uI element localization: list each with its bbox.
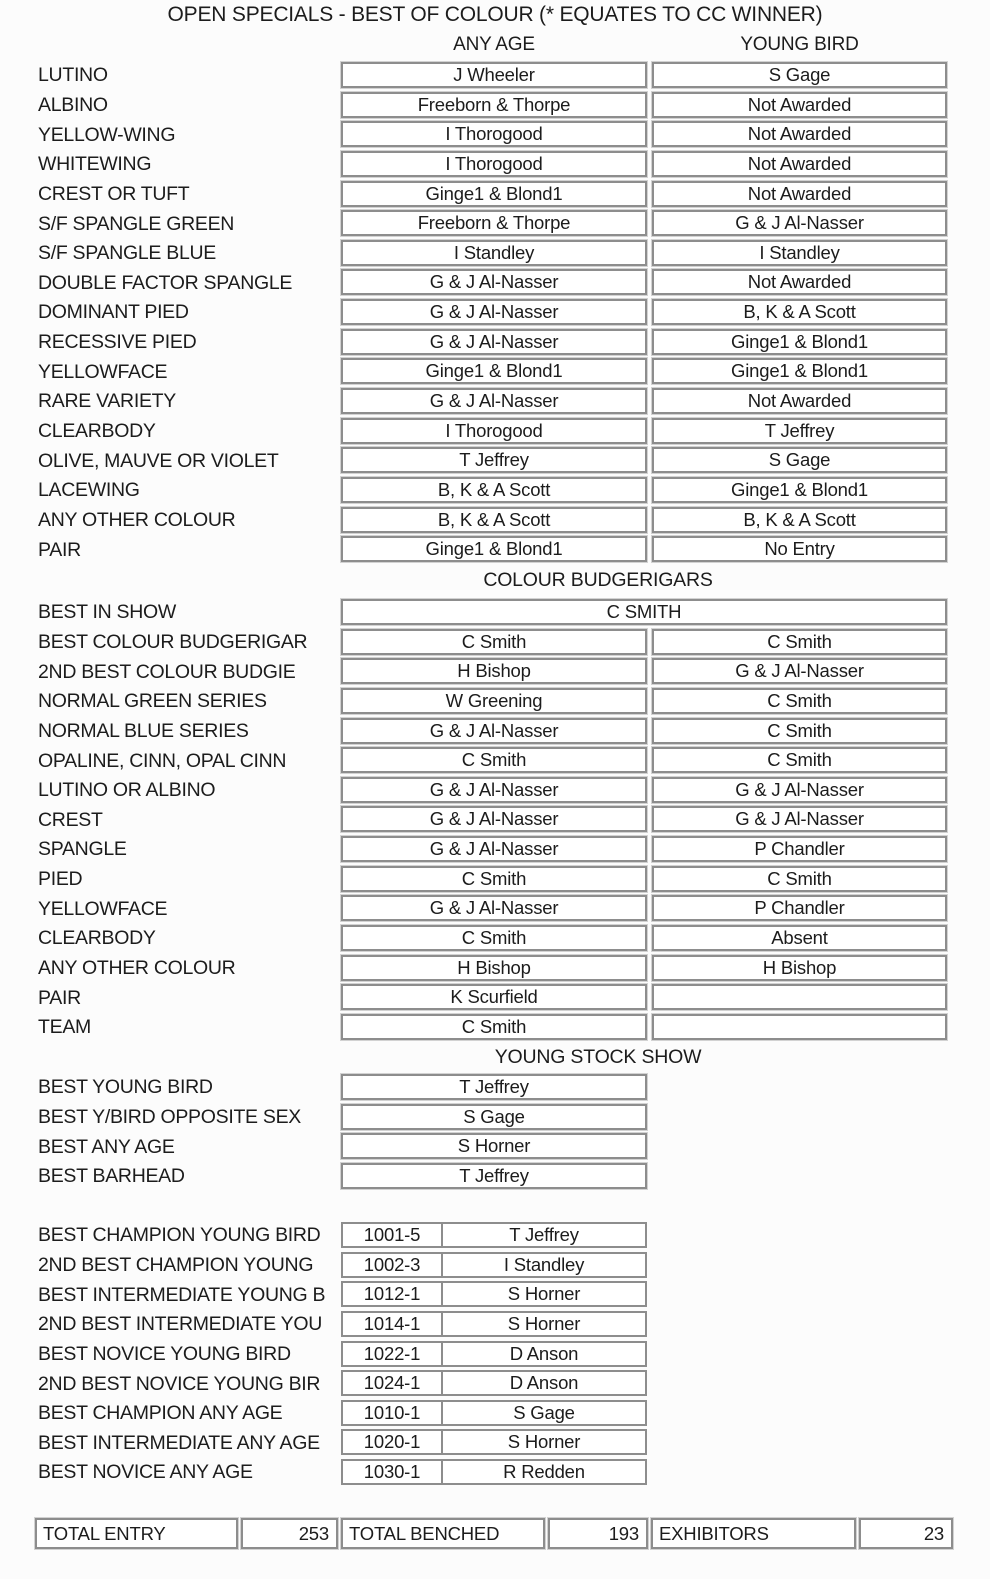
open-specials-row: [0, 120, 990, 150]
category-label: CLEARBODY: [38, 927, 156, 950]
category-label: 2ND BEST INTERMEDIATE YOU: [38, 1313, 322, 1336]
young-bird-winner-cell: I Standley: [652, 240, 947, 266]
young-bird-winner-cell: C Smith: [652, 629, 947, 655]
any-age-winner-cell: C Smith: [341, 629, 647, 655]
open-specials-row: [0, 535, 990, 565]
young-bird-winner-cell: G & J Al-Nasser: [652, 806, 947, 832]
totals-row: [35, 1518, 953, 1549]
winner-cell: S Gage: [341, 1104, 647, 1130]
open-specials-row: [0, 446, 990, 476]
any-age-winner-cell: C Smith: [341, 1014, 647, 1040]
category-label: LUTINO OR ALBINO: [38, 779, 216, 802]
open-specials-row: [0, 150, 990, 180]
colour-budgerigars-row: [0, 805, 990, 835]
category-label: BEST NOVICE ANY AGE: [38, 1461, 253, 1484]
any-age-winner-cell: I Thorogood: [341, 121, 647, 147]
colour-budgerigars-row: [0, 954, 990, 984]
any-age-winner-cell: I Standley: [341, 240, 647, 266]
category-label: PAIR: [38, 986, 81, 1009]
any-age-winner-cell: G & J Al-Nasser: [341, 269, 647, 295]
cage-number-cell: 1010-1: [341, 1400, 443, 1426]
category-label: LUTINO: [38, 64, 108, 87]
winner-cell: I Standley: [443, 1252, 647, 1278]
winner-cell: S Horner: [443, 1281, 647, 1307]
section-award-row: [0, 1280, 990, 1310]
category-label: DOUBLE FACTOR SPANGLE: [38, 271, 293, 294]
category-label: BEST Y/BIRD OPPOSITE SEX: [38, 1105, 302, 1128]
young-bird-winner-cell: G & J Al-Nasser: [652, 210, 947, 236]
young-stock-row: [0, 1132, 990, 1162]
young-bird-winner-cell: [652, 984, 947, 1010]
category-label: BEST CHAMPION YOUNG BIRD: [38, 1224, 321, 1247]
category-label: BEST INTERMEDIATE ANY AGE: [38, 1431, 320, 1454]
any-age-winner-cell: T Jeffrey: [341, 447, 647, 473]
winner-cell: T Jeffrey: [341, 1163, 647, 1189]
section-awards-section: [0, 1221, 990, 1488]
young-bird-winner-cell: C Smith: [652, 688, 947, 714]
young-bird-winner-cell: P Chandler: [652, 895, 947, 921]
young-bird-winner-cell: Absent: [652, 925, 947, 951]
winner-cell: S Horner: [443, 1311, 647, 1337]
colour-budgerigars-row: [0, 924, 990, 954]
young-bird-winner-cell: P Chandler: [652, 836, 947, 862]
young-bird-winner-cell: Not Awarded: [652, 121, 947, 147]
category-label: S/F SPANGLE BLUE: [38, 242, 216, 265]
open-specials-row: [0, 239, 990, 269]
colour-budgerigars-row: [0, 983, 990, 1013]
colour-budgerigars-row: [0, 687, 990, 717]
category-label: ANY OTHER COLOUR: [38, 957, 236, 979]
any-age-winner-cell: H Bishop: [341, 658, 647, 684]
winner-cell: D Anson: [443, 1341, 647, 1367]
young-bird-winner-cell: C Smith: [652, 866, 947, 892]
young-bird-winner-cell: B, K & A Scott: [652, 299, 947, 325]
any-age-winner-cell: H Bishop: [341, 955, 647, 981]
any-age-winner-cell: G & J Al-Nasser: [341, 718, 647, 744]
category-label: 2ND BEST COLOUR BUDGIE: [38, 660, 296, 683]
any-age-winner-cell: K Scurfield: [341, 984, 647, 1010]
category-label: RARE VARIETY: [38, 390, 176, 413]
young-bird-winner-cell: S Gage: [652, 62, 947, 88]
winner-cell: S Horner: [341, 1133, 647, 1159]
cage-number-cell: 1020-1: [341, 1429, 443, 1455]
category-label: YELLOWFACE: [38, 897, 168, 920]
open-specials-row: [0, 180, 990, 210]
category-label: BEST INTERMEDIATE YOUNG B: [38, 1283, 326, 1306]
young-stock-show-heading: YOUNG STOCK SHOW: [494, 1045, 702, 1068]
section-award-row: [0, 1310, 990, 1340]
open-specials-row: [0, 298, 990, 328]
young-bird-winner-cell: [652, 1014, 947, 1040]
colour-budgerigars-row: [0, 746, 990, 776]
total-benched-value: 193: [548, 1518, 648, 1549]
young-bird-winner-cell: Not Awarded: [652, 269, 947, 295]
young-bird-winner-cell: C Smith: [652, 747, 947, 773]
page-title: OPEN SPECIALS - BEST OF COLOUR (* EQUATES TO CC WINNER): [167, 3, 823, 26]
open-specials-row: [0, 357, 990, 387]
winner-cell: D Anson: [443, 1370, 647, 1396]
colour-budgerigars-row: [0, 717, 990, 747]
category-label: RECESSIVE PIED: [38, 331, 197, 354]
category-label: LACEWING: [38, 479, 140, 502]
any-age-winner-cell: G & J Al-Nasser: [341, 806, 647, 832]
open-specials-row: [0, 506, 990, 536]
section-award-row: [0, 1458, 990, 1488]
open-specials-row: [0, 268, 990, 298]
category-label: TEAM: [38, 1016, 91, 1039]
colour-budgerigars-row: [0, 628, 990, 658]
young-bird-winner-cell: H Bishop: [652, 955, 947, 981]
category-label: ALBINO: [38, 93, 108, 116]
category-label: NORMAL BLUE SERIES: [38, 719, 249, 742]
young-bird-winner-cell: Not Awarded: [652, 92, 947, 118]
category-label: OPALINE, CINN, OPAL CINN: [38, 749, 287, 772]
category-label: BEST BARHEAD: [38, 1165, 185, 1188]
colour-budgerigars-row: [0, 835, 990, 865]
open-specials-row: [0, 209, 990, 239]
any-age-winner-cell: C Smith: [341, 925, 647, 951]
best-in-show-row: [0, 598, 990, 628]
any-age-winner-cell: Freeborn & Thorpe: [341, 92, 647, 118]
open-specials-row: [0, 61, 990, 91]
category-label: 2ND BEST CHAMPION YOUNG: [38, 1253, 314, 1276]
open-specials-row: [0, 417, 990, 447]
category-label: CLEARBODY: [38, 420, 156, 442]
young-stock-show-section: [0, 1073, 990, 1192]
cage-number-cell: 1022-1: [341, 1341, 443, 1367]
category-label: CREST: [38, 808, 103, 831]
any-age-winner-cell: Ginge1 & Blond1: [341, 536, 647, 562]
colour-budgerigars-section: [0, 598, 990, 1043]
young-bird-winner-cell: Ginge1 & Blond1: [652, 477, 947, 503]
any-age-winner-cell: Ginge1 & Blond1: [341, 358, 647, 384]
any-age-winner-cell: C Smith: [341, 747, 647, 773]
exhibitors-value: 23: [859, 1518, 953, 1549]
young-stock-row: [0, 1103, 990, 1133]
section-award-row: [0, 1251, 990, 1281]
open-specials-row: [0, 476, 990, 506]
section-award-row: [0, 1399, 990, 1429]
category-label: CREST OR TUFT: [38, 182, 190, 205]
column-header-young-bird: YOUNG BIRD: [740, 34, 859, 55]
total-benched-label: TOTAL BENCHED: [341, 1518, 545, 1549]
colour-budgerigars-row: [0, 865, 990, 895]
young-bird-winner-cell: B, K & A Scott: [652, 507, 947, 533]
young-bird-winner-cell: Ginge1 & Blond1: [652, 358, 947, 384]
open-specials-row: [0, 387, 990, 417]
any-age-winner-cell: I Thorogood: [341, 151, 647, 177]
colour-budgerigars-row: [0, 776, 990, 806]
winner-cell: S Horner: [443, 1429, 647, 1455]
young-bird-winner-cell: Not Awarded: [652, 151, 947, 177]
cage-number-cell: 1030-1: [341, 1459, 443, 1485]
exhibitors-label: EXHIBITORS: [651, 1518, 856, 1549]
cage-number-cell: 1001-5: [341, 1222, 443, 1248]
young-bird-winner-cell: T Jeffrey: [652, 418, 947, 444]
winner-cell: T Jeffrey: [443, 1222, 647, 1248]
column-header-any-age: ANY AGE: [453, 34, 535, 55]
young-bird-winner-cell: S Gage: [652, 447, 947, 473]
category-label: WHITEWING: [38, 153, 152, 176]
category-label: SPANGLE: [38, 838, 127, 861]
category-label: BEST IN SHOW: [38, 601, 176, 624]
any-age-winner-cell: G & J Al-Nasser: [341, 895, 647, 921]
category-label: BEST CHAMPION ANY AGE: [38, 1402, 283, 1425]
any-age-winner-cell: G & J Al-Nasser: [341, 388, 647, 414]
section-award-row: [0, 1221, 990, 1251]
category-label: PIED: [38, 868, 83, 891]
category-label: OLIVE, MAUVE OR VIOLET: [38, 449, 279, 472]
young-bird-winner-cell: Not Awarded: [652, 181, 947, 207]
young-stock-row: [0, 1162, 990, 1192]
any-age-winner-cell: B, K & A Scott: [341, 477, 647, 503]
cage-number-cell: 1002-3: [341, 1252, 443, 1278]
young-bird-winner-cell: Not Awarded: [652, 388, 947, 414]
cage-number-cell: 1012-1: [341, 1281, 443, 1307]
cage-number-cell: 1024-1: [341, 1370, 443, 1396]
category-label: S/F SPANGLE GREEN: [38, 212, 235, 235]
section-award-row: [0, 1369, 990, 1399]
winner-cell: R Redden: [443, 1459, 647, 1485]
young-bird-winner-cell: G & J Al-Nasser: [652, 658, 947, 684]
young-bird-winner-cell: G & J Al-Nasser: [652, 777, 947, 803]
young-bird-winner-cell: No Entry: [652, 536, 947, 562]
young-bird-winner-cell: C Smith: [652, 718, 947, 744]
category-label: YELLOW-WING: [38, 123, 176, 146]
cage-number-cell: 1014-1: [341, 1311, 443, 1337]
open-specials-row: [0, 328, 990, 358]
any-age-winner-cell: G & J Al-Nasser: [341, 299, 647, 325]
winner-cell: S Gage: [443, 1400, 647, 1426]
category-label: ANY OTHER COLOUR: [38, 508, 236, 531]
any-age-winner-cell: C Smith: [341, 866, 647, 892]
any-age-winner-cell: G & J Al-Nasser: [341, 836, 647, 862]
any-age-winner-cell: B, K & A Scott: [341, 507, 647, 533]
category-label: PAIR: [38, 538, 81, 561]
winner-cell: T Jeffrey: [341, 1074, 647, 1100]
total-entry-value: 253: [241, 1518, 338, 1549]
section-award-row: [0, 1428, 990, 1458]
any-age-winner-cell: Freeborn & Thorpe: [341, 210, 647, 236]
open-specials-section: [0, 61, 990, 565]
any-age-winner-cell: W Greening: [341, 688, 647, 714]
colour-budgerigars-row: [0, 657, 990, 687]
category-label: BEST COLOUR BUDGERIGAR: [38, 630, 308, 653]
category-label: DOMINANT PIED: [38, 301, 189, 324]
colour-budgerigars-heading: COLOUR BUDGERIGARS: [483, 568, 713, 591]
total-entry-label: TOTAL ENTRY: [35, 1518, 238, 1549]
young-stock-row: [0, 1073, 990, 1103]
category-label: BEST ANY AGE: [38, 1135, 175, 1158]
any-age-winner-cell: J Wheeler: [341, 62, 647, 88]
any-age-winner-cell: Ginge1 & Blond1: [341, 181, 647, 207]
any-age-winner-cell: G & J Al-Nasser: [341, 777, 647, 803]
category-label: NORMAL GREEN SERIES: [38, 690, 267, 713]
section-award-row: [0, 1340, 990, 1370]
any-age-winner-cell: I Thorogood: [341, 418, 647, 444]
category-label: YELLOWFACE: [38, 360, 168, 383]
colour-budgerigars-row: [0, 1013, 990, 1043]
category-label: 2ND BEST NOVICE YOUNG BIR: [38, 1372, 321, 1395]
category-label: BEST YOUNG BIRD: [38, 1076, 213, 1099]
open-specials-row: [0, 91, 990, 121]
any-age-winner-cell: G & J Al-Nasser: [341, 329, 647, 355]
young-bird-winner-cell: Ginge1 & Blond1: [652, 329, 947, 355]
best-in-show-winner-cell: C SMITH: [341, 599, 947, 625]
colour-budgerigars-row: [0, 894, 990, 924]
category-label: BEST NOVICE YOUNG BIRD: [38, 1342, 291, 1365]
